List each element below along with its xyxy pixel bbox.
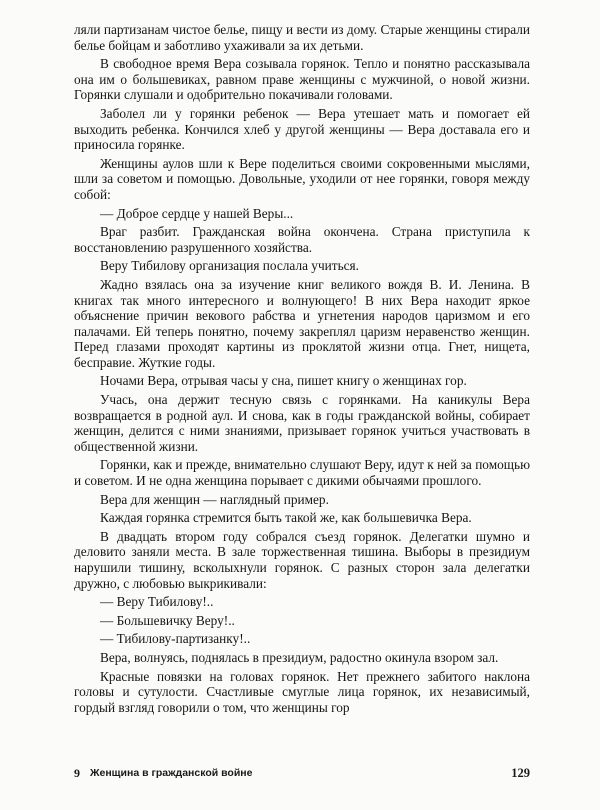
page-number: 129	[511, 766, 530, 780]
paragraph: Враг разбит. Гражданская война окончена. Страна приступила к восстановлению разрушенного хозяйства.	[74, 224, 530, 255]
dialogue-line: — Веру Тибилову!..	[100, 594, 214, 610]
paragraph: Вера, волнуясь, поднялась в президиум, радостно окинула взором зал.	[100, 649, 499, 665]
paragraph: Ночами Вера, отрывая часы у сна, пишет книгу о женщинах гор.	[100, 373, 467, 389]
signature-number: 9	[74, 766, 80, 780]
paragraph: ляли партизанам чистое белье, пищу и вести из дому. Старые женщины стирали белье бойцам и заботливо ухаживали за их детьми.	[74, 22, 530, 53]
paragraph: Заболел ли у горянки ребенок — Вера утешает мать и помогает ей выходить ребенка. Кончился хлеб у другой женщины — Вера доставала его и приносила горянке.	[74, 105, 530, 153]
paragraph: Жадно взялась она за изучение книг великого вождя В. И. Ленина. В книгах так много интересного и волнующего! В них Вера находит яркое объяснение причин векового рабства и угнетения народов царизмом и его палачами. Ей теперь понятно, почему закреплял царизм неравенство женщин. Перед глазами проходят картины из проклятой жизни отца. Гнет, нищета, бесправие. Жуткие годы.	[74, 276, 530, 370]
body-text	[74, 22, 530, 718]
signature-title: Женщина в гражданской войне	[90, 767, 253, 779]
paragraph: Каждая горянка стремится быть такой же, как большевичка Вера.	[100, 510, 472, 526]
paragraph: Учась, она держит тесную связь с горянками. На каникулы Вера возвращается в родной аул. И снова, как в годы гражданской войны, собирает женщин, делится с ними знаниями, призывает горянок учиться участвовать в общественной жизни.	[74, 392, 530, 454]
paragraph: Веру Тибилову организация послала учиться.	[100, 258, 359, 274]
dialogue-line: — Доброе сердце у нашей Веры...	[100, 205, 294, 221]
paragraph: В свободное время Вера созывала горянок. Тепло и понятно рассказывала она им о большевиках, равном праве женщины с мужчиной, о новой жизни. Горянки слушали и одобрительно покачивали головами.	[74, 56, 530, 103]
paragraph: Горянки, как и прежде, внимательно слушают Веру, идут к ней за помощью и советом. И не одна женщина порывает с дикими обычаями прошлого.	[74, 457, 530, 489]
paragraph: Женщины аулов шли к Вере поделиться своими сокровенными мыслями, шли за советом и помощью. Довольные, уходили от нее горянки, говоря между собой:	[74, 155, 530, 202]
paragraph: Красные повязки на головах горянок. Нет прежнего забитого наклона головы и сутулости. Счастливые смуглые лица горянок, их независимый, гордый взгляд говорили о том, что женщины гор	[74, 668, 530, 715]
dialogue-line: — Тибилову-партизанку!..	[100, 631, 251, 647]
paragraph: Вера для женщин — наглядный пример.	[100, 491, 329, 507]
dialogue-line: — Большевичку Веру!..	[100, 612, 235, 628]
paragraph: В двадцать втором году собрался съезд горянок. Делегатки шумно и деловито заняли места. В зале торжественная тишина. Выборы в президиум нарушили тишину, всколыхнули горянок. С разных сторон зала делегатки дружно, с любовью выкрикивали:	[74, 528, 530, 591]
page-footer	[74, 766, 530, 782]
